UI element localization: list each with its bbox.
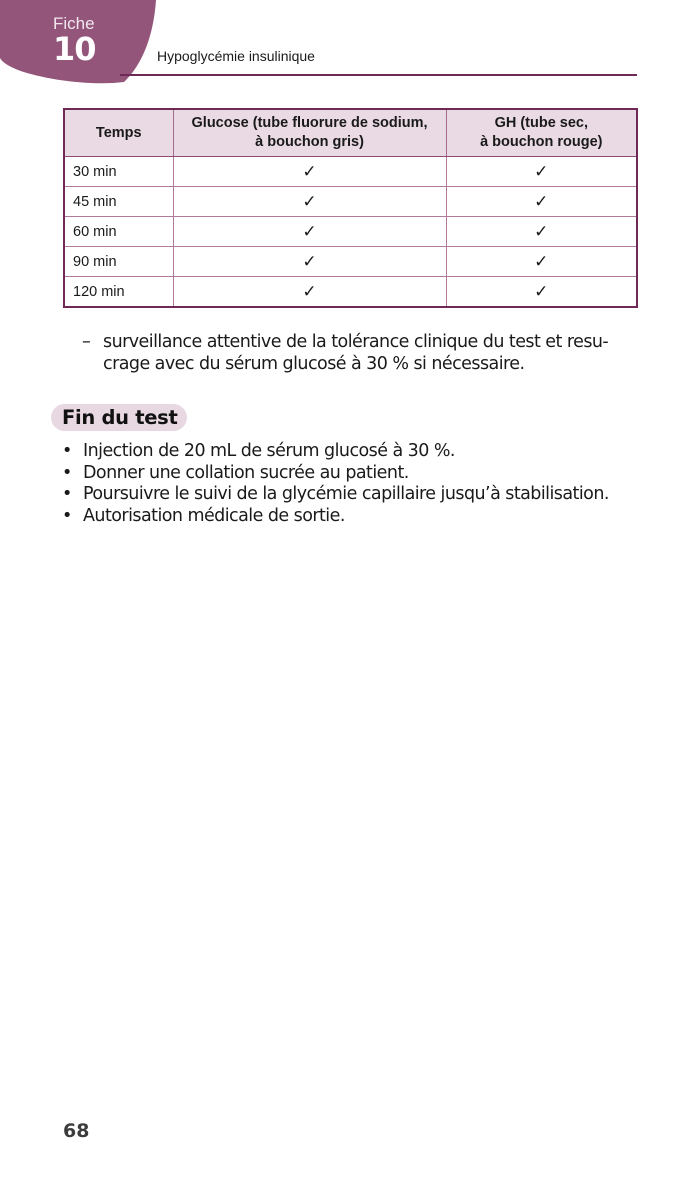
check-icon: ✓ [446, 277, 637, 308]
list-item: • Donner une collation sucrée au patient. [62, 462, 409, 483]
bullet-icon: • [62, 484, 72, 504]
check-icon: ✓ [173, 187, 446, 217]
section-heading: Fin du test [62, 406, 178, 429]
table-row [64, 277, 637, 308]
time-cell: 30 min [64, 157, 173, 187]
check-icon: ✓ [173, 217, 446, 247]
list-item: • Autorisation médicale de sortie. [62, 505, 345, 526]
end-of-test-list [62, 441, 609, 527]
check-icon: ✓ [446, 247, 637, 277]
check-icon: ✓ [446, 217, 637, 247]
chapter-number: 10 [53, 30, 96, 68]
page-number: 68 [63, 1120, 90, 1142]
header-rule [120, 74, 637, 76]
table-row [64, 247, 637, 277]
time-cell: 120 min [64, 277, 173, 308]
check-icon: ✓ [173, 157, 446, 187]
table-header-row [64, 109, 637, 157]
dash-marker: – [82, 332, 91, 352]
bullet-icon: • [62, 462, 72, 483]
dash-list-item [82, 331, 642, 375]
bullet-icon: • [62, 505, 72, 526]
column-header-time: Temps [64, 109, 173, 157]
check-icon: ✓ [173, 277, 446, 308]
table-row [64, 217, 637, 247]
dash-item-text: surveillance attentive de la tolérance clinique du test et resu- crage avec du sérum glucosé à 30 % si nécessaire. [103, 332, 609, 374]
list-item: • Injection de 20 mL de sérum glucosé à 30 %. [62, 441, 455, 461]
sampling-table [63, 108, 638, 308]
column-header-gh: GH (tube sec, à bouchon rouge) [446, 109, 637, 157]
list-item: • Poursuivre le suivi de la glycémie capillaire jusqu’à stabilisation. [62, 484, 609, 504]
check-icon: ✓ [173, 247, 446, 277]
table-row [64, 157, 637, 187]
time-cell: 60 min [64, 217, 173, 247]
column-header-glucose: Glucose (tube fluorure de sodium, à bouchon gris) [173, 109, 446, 157]
table-row [64, 187, 637, 217]
time-cell: 45 min [64, 187, 173, 217]
chapter-tab-label: Fiche [53, 14, 95, 33]
check-icon: ✓ [446, 187, 637, 217]
check-icon: ✓ [446, 157, 637, 187]
bullet-icon: • [62, 441, 72, 461]
running-title: Hypoglycémie insulinique [157, 48, 315, 64]
time-cell: 90 min [64, 247, 173, 277]
